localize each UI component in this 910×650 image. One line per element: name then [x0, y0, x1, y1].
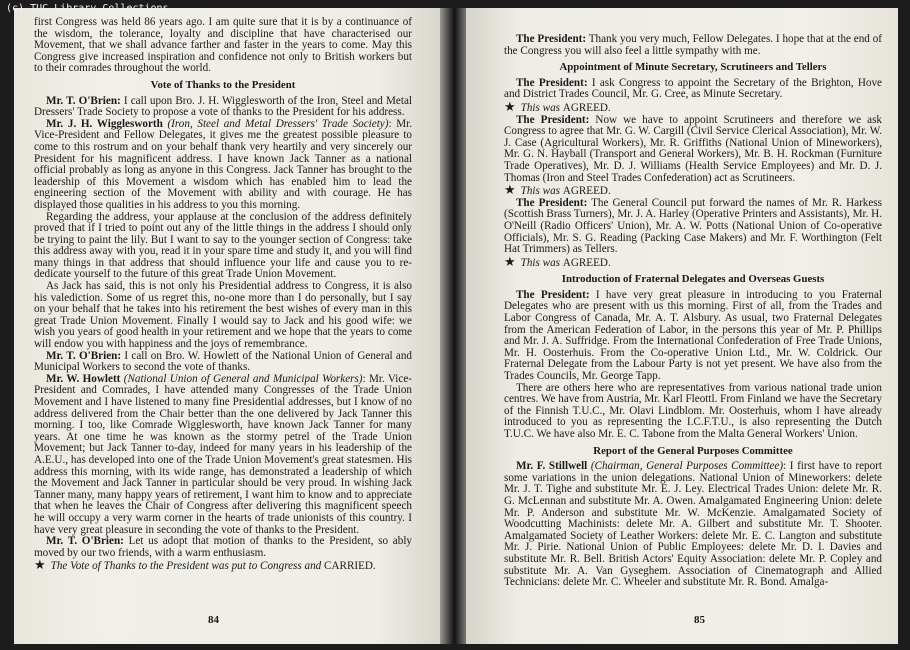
agreed-line [504, 253, 882, 270]
speech-text: Thank you very much, Fellow Delegates. I hope that at the end of the Congress you will also feel a little sympathy with me. [504, 33, 882, 57]
agreed-word: AGREED. [562, 185, 611, 198]
page-number: 85 [694, 614, 705, 626]
speaker-name: Mr. T. O'Brien: [46, 349, 122, 362]
section-heading: Introduction of Fraternal Delegates and Overseas Guests [561, 273, 825, 286]
resolution-line [34, 559, 412, 573]
agreed-word: AGREED. [562, 256, 611, 269]
book-gutter [440, 8, 466, 644]
paragraph: There are others here who are representatives from various national trade union centres. We have from Austria, Mr. Karl Fleottl. From Finland we have the Secretary of the Finnish T.U.C., Mr. Olavi Lindblom. Mr. Oosterhuis, whom I have already introduced to you as representing the I.C.F.T.U., is also representing the Dutch T.U.C. We have also Mr. E. C. Tabone from the Malta General Workers' Union. [504, 381, 882, 440]
paragraph [504, 461, 882, 589]
paragraph [34, 374, 412, 536]
speaker-name: The President: [516, 288, 590, 301]
section-heading: Vote of Thanks to the President [150, 78, 296, 91]
collection-watermark: (c) TUC Library Collections [6, 3, 169, 14]
agreed-line [504, 98, 882, 115]
speaker-name: Mr. J. H. Wigglesworth [46, 117, 163, 130]
paragraph [34, 119, 412, 212]
speaker-name: The President: [516, 196, 588, 209]
page-number: 84 [208, 614, 219, 626]
speaker-name: Mr. T. O'Brien: [46, 94, 121, 107]
star-icon: ★ [34, 557, 46, 573]
agreed-word: AGREED. [562, 101, 611, 114]
left-page-text [34, 17, 412, 573]
speaker-name: Mr. T. O'Brien: [46, 535, 124, 548]
speaker-name: The President: [516, 76, 588, 89]
paragraph: As Jack has said, this is not only his Presidential address to Congress, it is also his valediction. Some of us regret this, no-one more than I do personally, but I say on your behalf that he takes into his retirement the best wishes of every man in this great Trade Union Movement. Finally I would say to Jack and his good wife: we wish you years of good health in your retirement and we hope that the years to come will endow you with happiness and the joys of remembrance. [34, 280, 412, 351]
paragraph [504, 115, 882, 185]
speech-text: Let us adopt that motion of thanks to the President, so ably moved by our two friends, with a warm enthusiasm. [34, 535, 412, 559]
paragraph [504, 198, 882, 256]
paragraph: Regarding the address, your applause at the conclusion of the address definitely proved that if I tried to point out any of the little things in the address I should only be trying to paint the lily. But I want to say to the younger section of Congress: take this address away with you, read it in your spare time and study it, and you will find many things in that address that should influence your life and cause you to re-dedicate yourself to the future of this great Trade Union Movement. [34, 210, 412, 281]
speech-text: I call on Bro. W. Howlett of the National Union of General and Municipal Workers to second the vote of thanks. [34, 349, 412, 374]
speaker-name: Mr. F. Stillwell [516, 460, 588, 473]
speech-text: : Mr. Vice-President and Comrades, I have attended many Congresses of the Trade Union Movement and I have listened to many fine Presidential addresses, but I know of no address delivered from the Chair better than the one delivered by Jack Tanner this morning. I too, like Comrade Wigglesworth, have known Jack Tanner for many years. At one time he was known as the stormy petrel of the Trade Union Movement; but Jack Tanner to-day, indeed for many years in his leadership of the A.E.U., has developed into one of the Trade Union Movement's great statesmen. His address this morning, with its wide range, has demonstrated a leadership of which the Movement and Jack Tanner in particular should be very proud. In wishing Jack Tanner many, many happy years of retirement, I want him to know and to appreciate that when he leaves the Chair of Congress after delivering this magnificent speech he will occupy a very warm corner in the hearts of trade unionists of this country. I have very great pleasure in seconding the vote of thanks to the President. [34, 372, 412, 536]
speech-text: I call upon Bro. J. H. Wigglesworth of the Iron, Steel and Metal Dressers' Trade Society to propose a vote of thanks to the President for his address. [34, 94, 412, 119]
agreed-prefix: This was [520, 256, 560, 269]
speech-text: : Mr. Vice-President and Fellow Delegates, it gives me the greatest possible pleasure to come to this rostrum and on your behalf thank very heartily and very sincerely our President for his magnificent address. I have known Jack Tanner as a national official probably as long as anyone in this Congress. Jack Tanner has brought to the leadership of this Movement a wisdom which has enabled him to lead the engineering section of the Movement with ability and with courage. He has displayed those qualities in his address to you this morning. [34, 117, 412, 211]
opening-paragraph: first Congress was held 86 years ago. I am quite sure that it is by a continuance of the wisdom, the tolerance, loyalty and discipline that have characterised our Movement, that we shall advance farther and faster in the years to come. May this Congress give increased inspiration and confidence not only to British workers but to their comrades throughout the world. [34, 16, 412, 75]
star-icon: ★ [504, 98, 516, 114]
paragraph [34, 536, 412, 559]
paragraph [34, 96, 412, 119]
speaker-name: The President: [516, 113, 590, 126]
section-heading: Appointment of Minute Secretary, Scrutineers and Tellers [559, 61, 827, 74]
right-page [466, 8, 898, 644]
paragraph [504, 34, 882, 57]
speech-text: I ask Congress to appoint the Secretary of the Brighton, Hove and District Trades Council, Mr. G. Cree, as Minute Secretary. [504, 76, 882, 101]
paragraph [504, 290, 882, 383]
agreed-line [504, 184, 882, 198]
right-page-text [504, 34, 882, 589]
speaker-name: The President: [516, 33, 587, 45]
speech-text: I have very great pleasure in introducing to you Fraternal Delegates who are present with us this morning. First of all, from the Trades and Labor Congress of Canada, Mr. A. T. Alsbury. As usual, two Fraternal Delegates from the American Federation of Labor, in the persons this year of Mr. P. Phillips and Mr. J. A. Suffridge. From the International Confederation of Free Trade Unions, Mr. H. Oosterhuis. From the Co-operative Union Ltd., Mr. W. Coldrick. Our Fraternal Delegate from the Labour Party is not yet present. We have also from the Trades Councils, Mr. George Tapp. [504, 288, 882, 383]
left-page [14, 8, 440, 644]
speech-text: Now we have to appoint Scrutineers and therefore we ask Congress to agree that Mr. G. W. Cargill (Civil Service Clerical Association), Mr. W. J. Case (Agricultural Workers), Mr. R. Griffiths (National Union of Mineworkers), Mr. G. N. Hayball (Transport and General Workers), Mr. B. H. Rockman (Furniture Trade Operatives), Mr. D. J. Williams (Health Service Employees) and Mr. D. J. Thomas (Iron and Steel Trades Confederation) act as Scrutineers. [504, 113, 882, 184]
paragraph [504, 78, 882, 101]
resolution-outcome: CARRIED. [324, 560, 376, 573]
speaker-name: Mr. W. Howlett [46, 372, 121, 385]
agreed-prefix: This was [520, 101, 560, 114]
speaker-organisation: (National Union of General and Municipal Workers) [123, 372, 363, 385]
section-heading: Report of the General Purposes Committee [593, 444, 793, 457]
speech-text: The General Council put forward the names of Mr. R. Harkess (Scottish Brass Turners), Mr. J. A. Harley (Operative Printers and Assistants), Mr. H. O'Neill (Radio Officers' Union), Mr. A. W. Potts (National Union of Co-operative Officials), Mr. S. G. Reading (Packing Case Makers) and Mr. F. Worthington (Felt Hat Trimmers) as Tellers. [504, 196, 882, 256]
speech-text: : I first have to report some variations in the union delegations. National Union of Mineworkers: delete Mr. J. T. Tighe and substitute Mr. E. J. Ley. Electrical Trades Union: delete Mr. R. G. McLennan and substitute Mr. A. Owen. Amalgamated Engineering Union: delete Mr. P. Anderson and substitute Mr. W. McKenzie. Amalgamated Society of Woodcutting Machinists: delete Mr. A. Gilbert and substitute Mr. T. Shooter. Amalgamated Society of Leather Workers: delete Mr. E. C. Langton and substitute Mr. J. Pirie. National Union of Public Employees: delete Mr. D. I. Davies and substitute Mr. R. Bell. British Actors' Equity Association: delete Mr. P. Copley and substitute Mr. A. Van Gyseghem. Association of Cinematograph and Allied Technicians: delete Mr. C. Wheeler and substitute Mr. R. Bond. Amalga- [504, 460, 882, 589]
speaker-organisation: (Iron, Steel and Metal Dressers' Trade Society) [167, 117, 389, 130]
paragraph [34, 351, 412, 374]
speaker-organisation: (Chairman, General Purposes Committee) [590, 460, 784, 473]
star-icon: ★ [504, 182, 516, 198]
agreed-prefix: This was [520, 185, 560, 198]
resolution-text: The Vote of Thanks to the President was put to Congress and [50, 560, 322, 573]
star-icon: ★ [504, 253, 516, 269]
